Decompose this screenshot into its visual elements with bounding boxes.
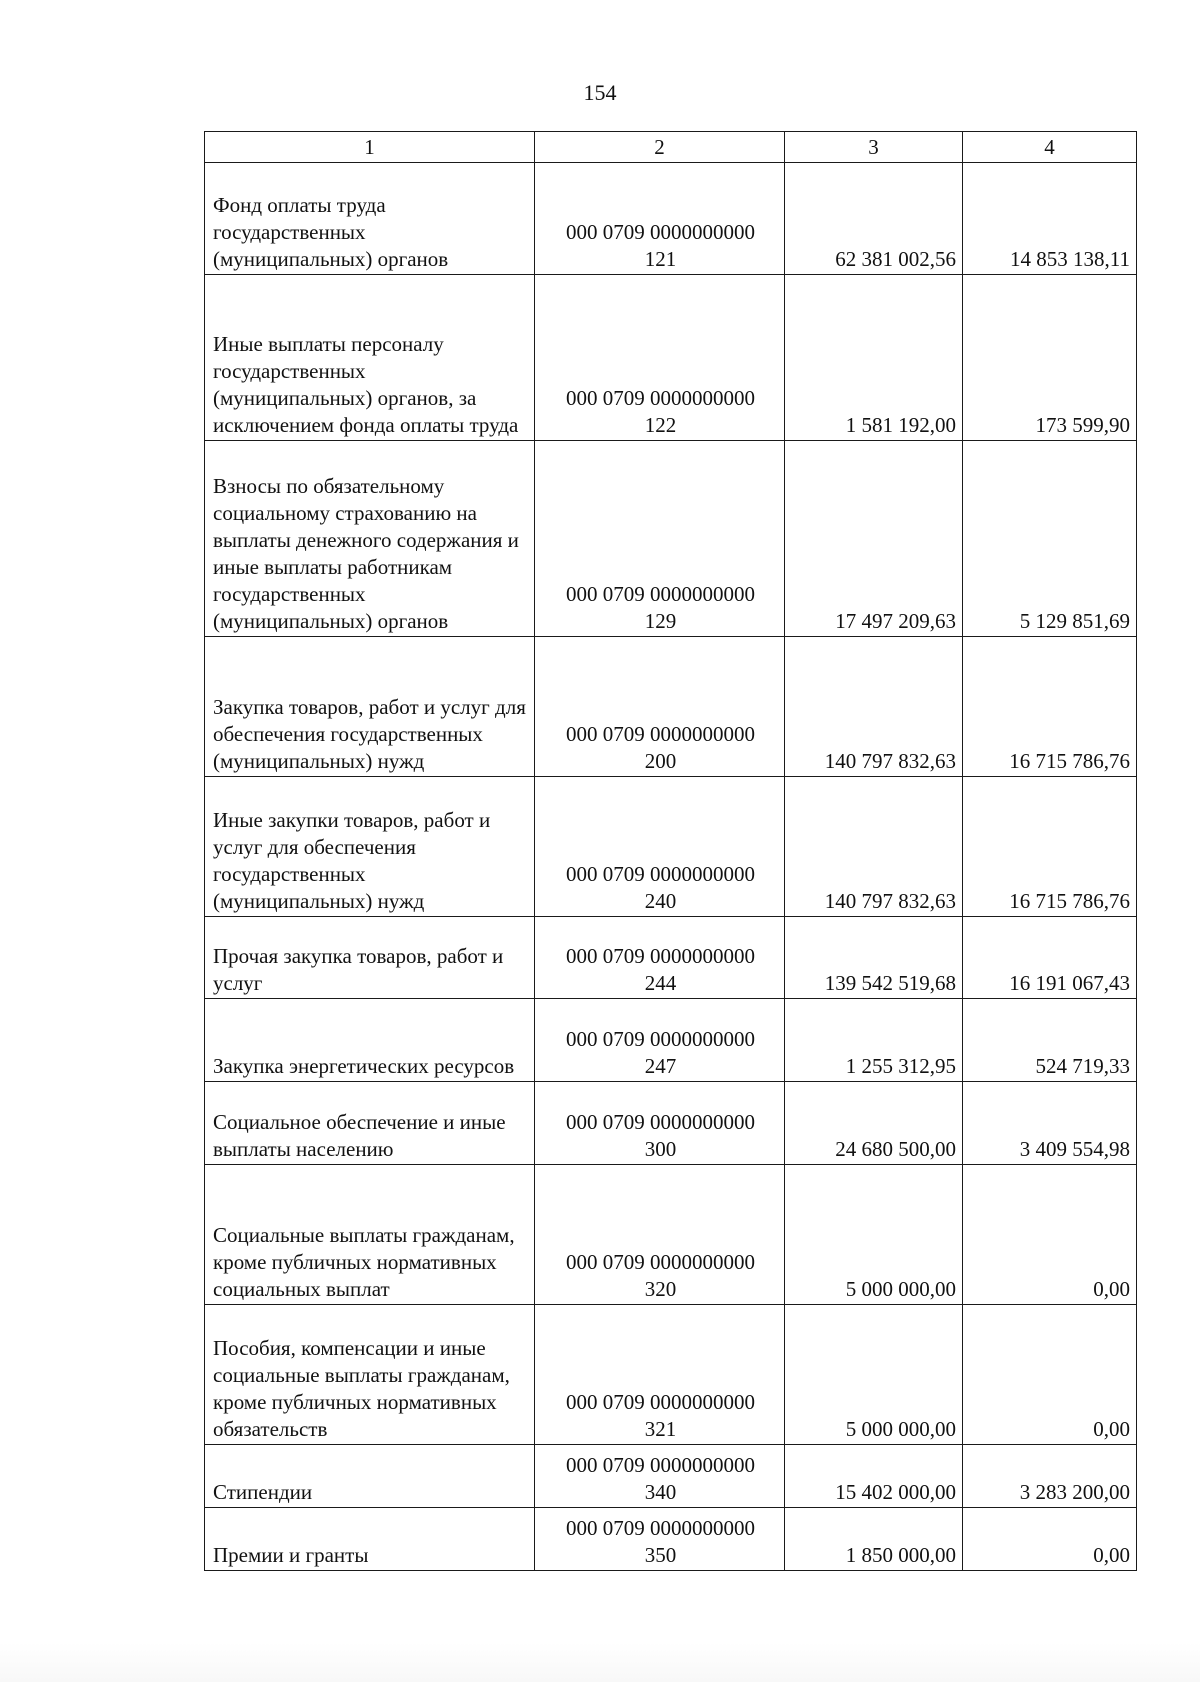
row-code-line1: 000 0709 0000000000 bbox=[566, 944, 755, 968]
row-code-line1: 000 0709 0000000000 bbox=[566, 1453, 755, 1477]
table-row bbox=[205, 163, 1137, 275]
row-value-col4: 0,00 bbox=[963, 1305, 1137, 1445]
row-code-line1: 000 0709 0000000000 bbox=[566, 1110, 755, 1134]
row-value-col3: 5 000 000,00 bbox=[785, 1165, 963, 1305]
row-value-col3: 1 255 312,95 bbox=[785, 999, 963, 1082]
row-code bbox=[535, 275, 785, 441]
row-value-col3: 24 680 500,00 bbox=[785, 1082, 963, 1165]
page-number: 154 bbox=[583, 80, 617, 105]
table-row bbox=[205, 1508, 1137, 1571]
scan-edge-shading bbox=[0, 1642, 1200, 1682]
column-header-3: 3 bbox=[785, 132, 963, 163]
row-value-col4: 3 283 200,00 bbox=[963, 1445, 1137, 1508]
row-name: Пособия, компенсации и иные социальные выплаты гражданам, кроме публичных нормативных обязательств bbox=[205, 1305, 535, 1445]
table-row bbox=[205, 999, 1137, 1082]
row-name: Иные выплаты персоналу государственных (муниципальных) органов, за исключением фонда оплаты труда bbox=[205, 275, 535, 441]
row-code-line1: 000 0709 0000000000 bbox=[566, 862, 755, 886]
row-name: Стипендии bbox=[205, 1445, 535, 1508]
table-row bbox=[205, 1082, 1137, 1165]
row-value-col3: 139 542 519,68 bbox=[785, 917, 963, 999]
row-name: Социальные выплаты гражданам, кроме публичных нормативных социальных выплат bbox=[205, 1165, 535, 1305]
row-value-col4: 16 715 786,76 bbox=[963, 637, 1137, 777]
column-header-2: 2 bbox=[535, 132, 785, 163]
row-code-line1: 000 0709 0000000000 bbox=[566, 1390, 755, 1414]
row-name: Премии и гранты bbox=[205, 1508, 535, 1571]
row-name: Иные закупки товаров, работ и услуг для обеспечения государственных (муниципальных) нужд bbox=[205, 777, 535, 917]
row-code-line1: 000 0709 0000000000 bbox=[566, 220, 755, 244]
row-code-line1: 000 0709 0000000000 bbox=[566, 1250, 755, 1274]
row-name: Прочая закупка товаров, работ и услуг bbox=[205, 917, 535, 999]
table-row bbox=[205, 1445, 1137, 1508]
row-code bbox=[535, 999, 785, 1082]
row-value-col4: 16 715 786,76 bbox=[963, 777, 1137, 917]
row-code-line2: 129 bbox=[644, 609, 677, 633]
row-code-line2: 244 bbox=[644, 971, 677, 995]
row-value-col4: 5 129 851,69 bbox=[963, 441, 1137, 637]
row-value-col3: 15 402 000,00 bbox=[785, 1445, 963, 1508]
row-name: Закупка энергетических ресурсов bbox=[205, 999, 535, 1082]
row-value-col3: 1 581 192,00 bbox=[785, 275, 963, 441]
row-value-col3: 17 497 209,63 bbox=[785, 441, 963, 637]
budget-table bbox=[204, 131, 1137, 1571]
row-code bbox=[535, 917, 785, 999]
row-value-col3: 1 850 000,00 bbox=[785, 1508, 963, 1571]
table-row bbox=[205, 777, 1137, 917]
row-code-line1: 000 0709 0000000000 bbox=[566, 386, 755, 410]
row-code-line2: 300 bbox=[644, 1137, 677, 1161]
row-code-line2: 200 bbox=[644, 749, 677, 773]
row-code bbox=[535, 1165, 785, 1305]
row-code-line2: 240 bbox=[644, 889, 677, 913]
row-code bbox=[535, 777, 785, 917]
row-code bbox=[535, 1305, 785, 1445]
row-value-col4: 14 853 138,11 bbox=[963, 163, 1137, 275]
row-name: Взносы по обязательному социальному страхованию на выплаты денежного содержания и иные выплаты работникам государственных (муниципальных) органов bbox=[205, 441, 535, 637]
row-code bbox=[535, 1445, 785, 1508]
row-code bbox=[535, 1508, 785, 1571]
row-code bbox=[535, 441, 785, 637]
row-value-col4: 3 409 554,98 bbox=[963, 1082, 1137, 1165]
row-code-line2: 321 bbox=[644, 1417, 677, 1441]
row-name: Закупка товаров, работ и услуг для обеспечения государственных (муниципальных) нужд bbox=[205, 637, 535, 777]
row-code-line2: 247 bbox=[644, 1054, 677, 1078]
row-code bbox=[535, 163, 785, 275]
row-name: Социальное обеспечение и иные выплаты населению bbox=[205, 1082, 535, 1165]
row-code-line2: 121 bbox=[644, 247, 677, 271]
row-code-line2: 350 bbox=[644, 1543, 677, 1567]
row-value-col3: 140 797 832,63 bbox=[785, 637, 963, 777]
column-header-1: 1 bbox=[205, 132, 535, 163]
row-value-col4: 524 719,33 bbox=[963, 999, 1137, 1082]
table-row bbox=[205, 637, 1137, 777]
row-code-line2: 122 bbox=[644, 413, 677, 437]
row-code-line2: 320 bbox=[644, 1277, 677, 1301]
row-value-col3: 62 381 002,56 bbox=[785, 163, 963, 275]
row-value-col3: 5 000 000,00 bbox=[785, 1305, 963, 1445]
table-row bbox=[205, 1165, 1137, 1305]
row-code-line1: 000 0709 0000000000 bbox=[566, 582, 755, 606]
row-code-line2: 340 bbox=[644, 1480, 677, 1504]
table-row bbox=[205, 275, 1137, 441]
row-code-line1: 000 0709 0000000000 bbox=[566, 1516, 755, 1540]
row-value-col3: 140 797 832,63 bbox=[785, 777, 963, 917]
row-value-col4: 0,00 bbox=[963, 1165, 1137, 1305]
row-code-line1: 000 0709 0000000000 bbox=[566, 722, 755, 746]
table-row bbox=[205, 1305, 1137, 1445]
row-code bbox=[535, 1082, 785, 1165]
table-row bbox=[205, 441, 1137, 637]
row-value-col4: 0,00 bbox=[963, 1508, 1137, 1571]
row-code-line1: 000 0709 0000000000 bbox=[566, 1027, 755, 1051]
row-value-col4: 16 191 067,43 bbox=[963, 917, 1137, 999]
table-row bbox=[205, 917, 1137, 999]
row-value-col4: 173 599,90 bbox=[963, 275, 1137, 441]
header-row bbox=[205, 132, 1137, 163]
row-name: Фонд оплаты труда государственных (муниципальных) органов bbox=[205, 163, 535, 275]
row-code bbox=[535, 637, 785, 777]
column-header-4: 4 bbox=[963, 132, 1137, 163]
